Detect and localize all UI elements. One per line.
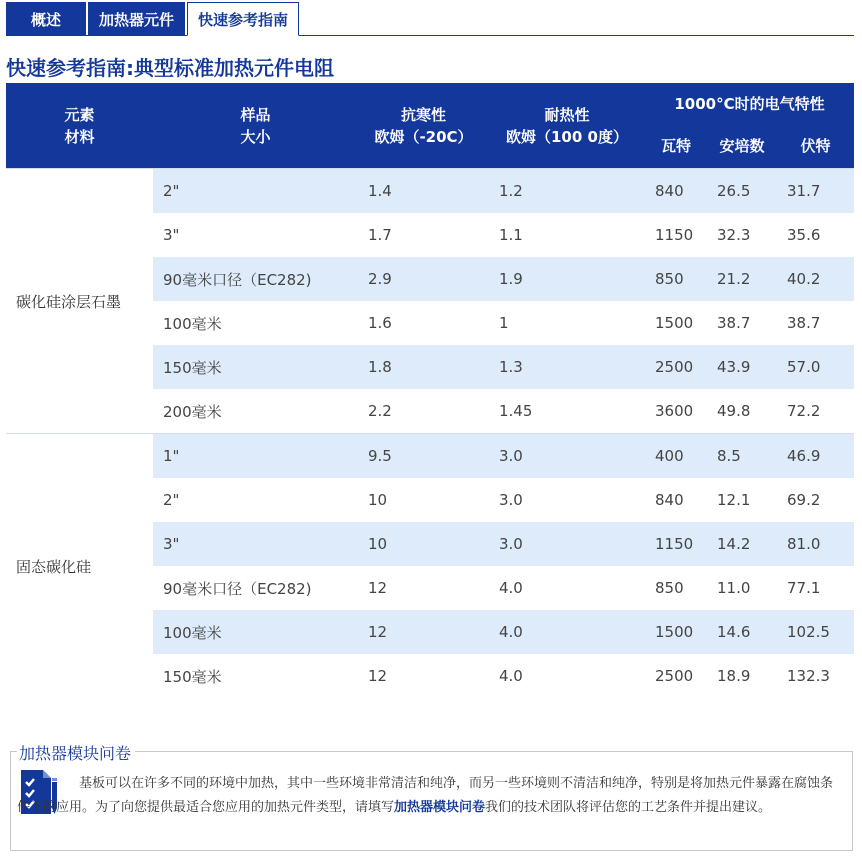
- survey-text: [17, 772, 842, 820]
- cold-cell: 1.6: [358, 301, 489, 345]
- volts-cell: 77.1: [777, 566, 854, 610]
- header-hot-resistance: [489, 83, 645, 169]
- volts-cell: 46.9: [777, 434, 854, 479]
- header-cold-resistance: [358, 83, 489, 169]
- tab-underline: [6, 35, 854, 36]
- header-watts: 瓦特: [645, 124, 707, 169]
- watts-cell: 2500: [645, 654, 707, 698]
- tab-heater-elements[interactable]: 加热器元件: [88, 2, 185, 36]
- size-cell: 90毫米口径（EC282): [153, 257, 358, 301]
- watts-cell: 850: [645, 566, 707, 610]
- hot-cell: 1.1: [489, 213, 645, 257]
- size-cell: 3": [153, 522, 358, 566]
- watts-cell: 840: [645, 478, 707, 522]
- watts-cell: 3600: [645, 389, 707, 434]
- header-electrical-group: 1000°C时的电气特性: [645, 83, 854, 124]
- amps-cell: 11.0: [707, 566, 777, 610]
- header-hot-line1: 耐热性: [544, 105, 590, 124]
- amps-cell: 21.2: [707, 257, 777, 301]
- amps-cell: 14.2: [707, 522, 777, 566]
- amps-cell: 32.3: [707, 213, 777, 257]
- hot-cell: 3.0: [489, 478, 645, 522]
- cold-cell: 1.4: [358, 169, 489, 214]
- survey-box: [10, 744, 853, 851]
- hot-cell: 1.3: [489, 345, 645, 389]
- volts-cell: 40.2: [777, 257, 854, 301]
- tab-overview[interactable]: 概述: [6, 2, 86, 36]
- cold-cell: 12: [358, 654, 489, 698]
- size-cell: 2": [153, 478, 358, 522]
- watts-cell: 1150: [645, 213, 707, 257]
- tab-bar: [6, 2, 301, 36]
- table-row: [6, 434, 854, 479]
- cold-cell: 10: [358, 522, 489, 566]
- size-cell: 100毫米: [153, 301, 358, 345]
- cold-cell: 1.8: [358, 345, 489, 389]
- header-amps: 安培数: [707, 124, 777, 169]
- amps-cell: 38.7: [707, 301, 777, 345]
- size-cell: 200毫米: [153, 389, 358, 434]
- cold-cell: 10: [358, 478, 489, 522]
- resistance-table: [6, 83, 854, 698]
- watts-cell: 1500: [645, 301, 707, 345]
- watts-cell: 1150: [645, 522, 707, 566]
- amps-cell: 18.9: [707, 654, 777, 698]
- size-cell: 90毫米口径（EC282): [153, 566, 358, 610]
- survey-link[interactable]: 加热器模块问卷: [394, 800, 486, 815]
- volts-cell: 35.6: [777, 213, 854, 257]
- header-hot-line2: 欧姆（100 0度）: [506, 127, 628, 146]
- header-size-line1: 样品: [240, 105, 271, 124]
- header-volts: 伏特: [777, 124, 854, 169]
- hot-cell: 4.0: [489, 610, 645, 654]
- hot-cell: 1.2: [489, 169, 645, 214]
- header-size: [153, 83, 358, 169]
- table-row: [6, 169, 854, 214]
- hot-cell: 1.45: [489, 389, 645, 434]
- hot-cell: 3.0: [489, 522, 645, 566]
- volts-cell: 57.0: [777, 345, 854, 389]
- watts-cell: 1500: [645, 610, 707, 654]
- volts-cell: 102.5: [777, 610, 854, 654]
- header-size-line2: 大小: [240, 127, 271, 146]
- header-material: [6, 83, 153, 169]
- header-cold-line1: 抗寒性: [400, 105, 446, 124]
- volts-cell: 38.7: [777, 301, 854, 345]
- hot-cell: 1.9: [489, 257, 645, 301]
- amps-cell: 8.5: [707, 434, 777, 479]
- watts-cell: 2500: [645, 345, 707, 389]
- page-title: 快速参考指南:典型标准加热元件电阻: [6, 56, 334, 80]
- header-material-line1: 元素: [64, 105, 95, 124]
- volts-cell: 69.2: [777, 478, 854, 522]
- size-cell: 150毫米: [153, 345, 358, 389]
- volts-cell: 132.3: [777, 654, 854, 698]
- amps-cell: 43.9: [707, 345, 777, 389]
- size-cell: 1": [153, 434, 358, 479]
- material-cell: 碳化硅涂层石墨: [6, 169, 153, 434]
- hot-cell: 1: [489, 301, 645, 345]
- volts-cell: 72.2: [777, 389, 854, 434]
- volts-cell: 31.7: [777, 169, 854, 214]
- cold-cell: 2.2: [358, 389, 489, 434]
- survey-text-after: 我们的技术团队将评估您的工艺条件并提出建议。: [485, 800, 772, 815]
- material-cell: 固态碳化硅: [6, 434, 153, 699]
- volts-cell: 81.0: [777, 522, 854, 566]
- header-cold-line2: 欧姆（-20C）: [374, 127, 473, 146]
- hot-cell: 3.0: [489, 434, 645, 479]
- watts-cell: 850: [645, 257, 707, 301]
- cold-cell: 1.7: [358, 213, 489, 257]
- amps-cell: 26.5: [707, 169, 777, 214]
- watts-cell: 840: [645, 169, 707, 214]
- amps-cell: 14.6: [707, 610, 777, 654]
- size-cell: 2": [153, 169, 358, 214]
- amps-cell: 12.1: [707, 478, 777, 522]
- size-cell: 100毫米: [153, 610, 358, 654]
- hot-cell: 4.0: [489, 566, 645, 610]
- cold-cell: 12: [358, 610, 489, 654]
- tab-quick-reference[interactable]: 快速参考指南: [187, 2, 299, 36]
- amps-cell: 49.8: [707, 389, 777, 434]
- size-cell: 150毫米: [153, 654, 358, 698]
- survey-text-before: 基板可以在许多不同的环境中加热，其中一些环境非常清洁和纯净，而另一些环境则不清洁和纯净，特别是将加热元件暴露在腐蚀条件下的应用。为了向您提供最适合您应用的加热元件类型，请填写: [17, 776, 834, 815]
- cold-cell: 12: [358, 566, 489, 610]
- survey-legend: 加热器模块问卷: [17, 741, 135, 764]
- header-material-line2: 材料: [64, 127, 95, 146]
- watts-cell: 400: [645, 434, 707, 479]
- cold-cell: 2.9: [358, 257, 489, 301]
- size-cell: 3": [153, 213, 358, 257]
- cold-cell: 9.5: [358, 434, 489, 479]
- hot-cell: 4.0: [489, 654, 645, 698]
